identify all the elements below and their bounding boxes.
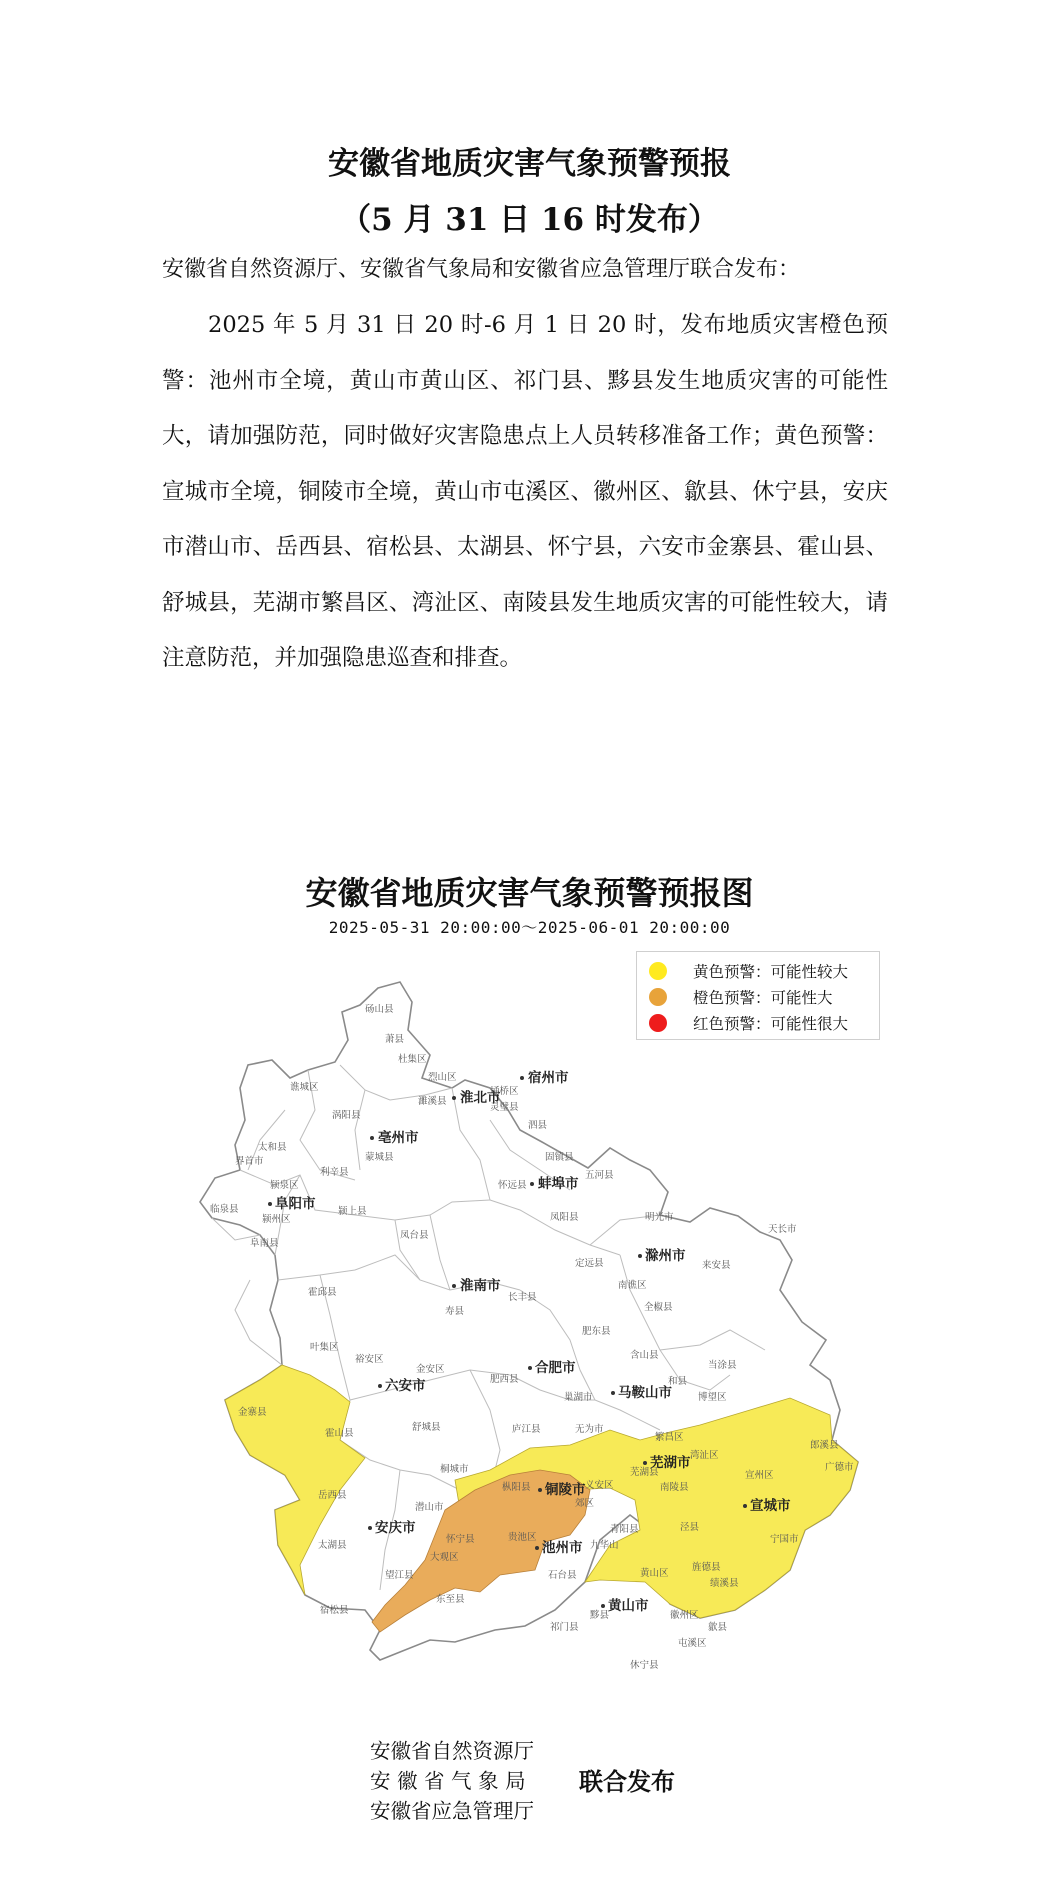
county-label: 徽州区 — [670, 1610, 699, 1621]
county-label: 长丰县 — [508, 1292, 537, 1303]
county-label: 屯溪区 — [678, 1638, 707, 1649]
county-label: 博望区 — [698, 1392, 727, 1403]
county-label: 灵璧县 — [490, 1102, 519, 1113]
county-label: 霍山县 — [325, 1428, 354, 1439]
county-label: 五河县 — [585, 1170, 614, 1181]
county-label: 萧县 — [385, 1034, 405, 1045]
county-label: 庐江县 — [512, 1424, 541, 1435]
city-label: 蚌埠市 — [538, 1176, 579, 1192]
county-label: 肥东县 — [582, 1326, 611, 1337]
city-label: 安庆市 — [375, 1520, 416, 1536]
county-label: 南陵县 — [660, 1482, 689, 1493]
county-label: 枞阳县 — [502, 1482, 531, 1493]
county-label: 金安区 — [416, 1364, 445, 1375]
county-label: 旌德县 — [692, 1562, 721, 1573]
county-label: 祁门县 — [550, 1622, 579, 1633]
county-label: 裕安区 — [355, 1354, 384, 1365]
signature-org-meteorology: 安 徽 省 气 象 局 — [370, 1769, 526, 1793]
county-label: 望江县 — [385, 1570, 414, 1581]
city-label: 马鞍山市 — [618, 1385, 672, 1401]
county-label: 天长市 — [768, 1224, 797, 1235]
city-label: 宿州市 — [528, 1070, 569, 1086]
county-label: 砀山县 — [365, 1004, 394, 1015]
county-label: 阜南县 — [250, 1238, 279, 1249]
county-label: 肥西县 — [490, 1374, 519, 1385]
county-label: 金寨县 — [238, 1407, 267, 1418]
county-label: 郊区 — [575, 1498, 595, 1509]
city-label: 亳州市 — [378, 1130, 419, 1146]
map-title: 安徽省地质灾害气象预警预报图 — [305, 874, 754, 912]
county-label: 蒙城县 — [365, 1152, 394, 1163]
county-label: 埇桥区 — [490, 1086, 519, 1097]
county-label: 芜湖县 — [630, 1467, 659, 1478]
county-label: 舒城县 — [412, 1422, 441, 1433]
county-label: 大观区 — [430, 1552, 459, 1563]
document-title: 安徽省地质灾害气象预警预报 — [328, 146, 731, 182]
county-label: 临泉县 — [210, 1204, 239, 1215]
county-label: 广德市 — [825, 1462, 854, 1473]
county-label: 休宁县 — [630, 1660, 659, 1671]
city-label: 池州市 — [542, 1540, 583, 1556]
legend-label-red: 红色预警：可能性很大 — [693, 1015, 849, 1033]
warning-body-text: 2025 年 5 月 31 日 20 时-6 月 1 日 20 时，发布地质灾害橙色预警：池州市全境，黄山市黄山区、祁门县、黟县发生地质灾害的可能性大，请加强防范，同时做好灾害隐患点上人员转移准备工作；黄色预警：宣城市全境，铜陵市全境，黄山市屯溪区、徽州区、歙县、休宁县，安庆市潜山市、岳西县、宿松县、太湖县、怀宁县，六安市金寨县、霍山县、舒城县，芜湖市繁昌区、湾沚区、南陵县发生地质灾害的可能性较大，请注意防范，并加强隐患巡查和排查。 — [162, 312, 888, 671]
county-label: 义安区 — [585, 1480, 614, 1491]
signature-joint-release: 联合发布 — [579, 1768, 675, 1796]
county-label: 湾沚区 — [690, 1450, 719, 1461]
county-label: 颍州区 — [262, 1214, 291, 1225]
county-label: 繁昌区 — [655, 1432, 684, 1443]
county-label: 太和县 — [258, 1142, 287, 1153]
county-label: 含山县 — [630, 1350, 659, 1361]
county-label: 九华山 — [590, 1540, 619, 1551]
county-label: 岳西县 — [318, 1490, 347, 1501]
county-label: 太湖县 — [318, 1540, 347, 1551]
city-label: 铜陵市 — [545, 1482, 586, 1498]
city-label: 淮南市 — [460, 1278, 501, 1294]
county-label: 黟县 — [590, 1610, 610, 1621]
county-label: 怀远县 — [498, 1180, 527, 1191]
legend-label-orange: 橙色预警：可能性大 — [693, 989, 833, 1007]
county-label: 叶集区 — [310, 1342, 339, 1353]
county-label: 利辛县 — [320, 1167, 349, 1178]
county-label: 郎溪县 — [810, 1440, 839, 1451]
county-label: 宿松县 — [320, 1605, 349, 1616]
city-label: 宣城市 — [750, 1498, 791, 1514]
county-label: 和县 — [668, 1376, 688, 1387]
county-label: 谯城区 — [290, 1082, 319, 1093]
map-period: 2025-05-31 20:00:00～2025-06-01 20:00:00 — [328, 918, 731, 937]
county-label: 颍上县 — [338, 1206, 367, 1217]
county-label: 青阳县 — [610, 1524, 639, 1535]
city-label: 阜阳市 — [275, 1196, 316, 1212]
county-label: 凤台县 — [400, 1230, 429, 1241]
county-label: 当涂县 — [708, 1360, 737, 1371]
county-label: 霍邱县 — [308, 1287, 337, 1298]
city-label: 滁州市 — [645, 1248, 686, 1264]
city-label: 淮北市 — [460, 1090, 501, 1106]
county-label: 来安县 — [702, 1260, 731, 1271]
issuer-line: 安徽省自然资源厅、安徽省气象局和安徽省应急管理厅联合发布： — [162, 257, 801, 282]
county-label: 东至县 — [436, 1594, 465, 1605]
county-label: 宁国市 — [770, 1534, 799, 1545]
county-label: 歙县 — [708, 1622, 728, 1633]
county-label: 泾县 — [680, 1522, 700, 1533]
city-label: 黄山市 — [608, 1598, 649, 1614]
county-label: 烈山区 — [428, 1072, 457, 1083]
signature-org-emergency: 安徽省应急管理厅 — [370, 1799, 534, 1823]
county-label: 明光市 — [645, 1212, 674, 1223]
county-label: 宣州区 — [745, 1470, 774, 1481]
county-label: 泗县 — [528, 1120, 548, 1131]
county-label: 固镇县 — [545, 1152, 574, 1163]
county-label: 界首市 — [235, 1156, 264, 1167]
county-label: 巢湖市 — [564, 1392, 593, 1403]
county-label: 怀宁县 — [446, 1534, 475, 1545]
signature-org-natural-resources: 安徽省自然资源厅 — [370, 1739, 534, 1763]
city-label: 芜湖市 — [650, 1455, 691, 1471]
city-label: 合肥市 — [535, 1360, 576, 1376]
county-label: 杜集区 — [398, 1054, 427, 1065]
signature-orgs — [370, 1736, 534, 1826]
county-label: 颍泉区 — [270, 1180, 299, 1191]
county-label: 南谯区 — [618, 1280, 647, 1291]
county-label: 凤阳县 — [550, 1212, 579, 1223]
county-label: 绩溪县 — [710, 1578, 739, 1589]
county-label: 寿县 — [445, 1306, 465, 1317]
document-subtitle: （5 月 31 日 16 时发布） — [340, 202, 719, 238]
county-label: 石台县 — [548, 1570, 577, 1581]
county-label: 桐城市 — [440, 1464, 469, 1475]
legend-label-yellow: 黄色预警：可能性较大 — [693, 963, 849, 981]
city-label: 六安市 — [385, 1378, 426, 1394]
county-label: 黄山区 — [640, 1568, 669, 1579]
county-label: 贵池区 — [508, 1532, 537, 1543]
county-label: 全椒县 — [644, 1302, 673, 1313]
county-label: 涡阳县 — [332, 1110, 361, 1121]
county-label: 濉溪县 — [418, 1096, 447, 1107]
county-label: 潜山市 — [415, 1502, 444, 1513]
anhui-warning-map — [190, 970, 870, 1710]
county-label: 定远县 — [575, 1258, 604, 1269]
county-label: 无为市 — [575, 1424, 604, 1435]
